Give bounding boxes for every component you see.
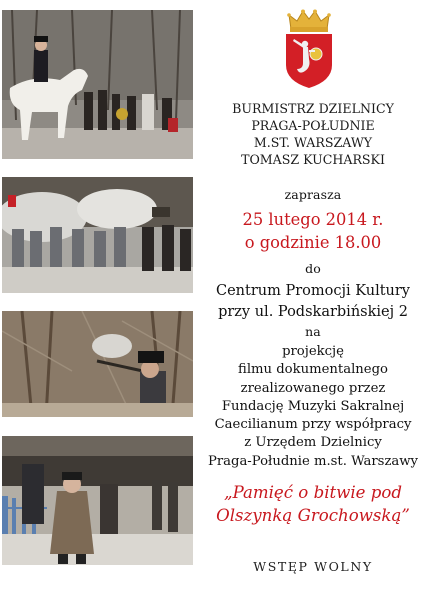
film-title-line: „Pamięć o bitwie pod: [223, 483, 403, 502]
preposition-do: do: [305, 261, 321, 276]
photo-musket-volley: [2, 177, 193, 293]
photo-crowd-officer: [2, 436, 193, 565]
organizer-line: PRAGA-POŁUDNIE: [251, 118, 375, 133]
film-title-line: Olszynką Grochowską”: [216, 506, 410, 525]
event-time-line: o godzinie 18.00: [244, 233, 382, 252]
event-description: [207, 345, 419, 473]
photo-soldier-aiming: [2, 311, 193, 417]
event-date: [207, 212, 419, 258]
preposition-na: na: [305, 324, 321, 339]
organizer-line: TOMASZ KUCHARSKI: [241, 152, 385, 167]
venue-name: Centrum Promocji Kultury: [215, 283, 410, 299]
warsaw-coat-of-arms-icon: [281, 9, 337, 89]
description-line: filmu dokumentalnego: [238, 362, 388, 378]
event-date-line: 25 lutego 2014 r.: [242, 210, 384, 229]
description-line: Praga-Południe m.st. Warszawy: [207, 453, 419, 469]
venue-address: przy ul. Podskarbińskiej 2: [218, 304, 408, 320]
free-entry-note: WSTĘP WOLNY: [253, 559, 373, 574]
description-line: z Urzędem Dzielnicy: [244, 435, 382, 451]
venue: [207, 284, 419, 326]
description-line: projekcję: [282, 344, 344, 359]
description-line: zrealizowanego przez: [240, 380, 386, 396]
organizer-line: M.ST. WARSZAWY: [253, 135, 373, 150]
invite-word: zaprasza: [284, 187, 342, 202]
organizer-block: [207, 103, 419, 171]
film-title: [207, 485, 419, 531]
description-line: Caecilianum przy współpracy: [214, 417, 412, 433]
photo-horseman: [2, 10, 193, 159]
organizer-line: BURMISTRZ DZIELNICY: [232, 101, 394, 116]
description-line: Fundację Muzyki Sakralnej: [221, 398, 405, 414]
